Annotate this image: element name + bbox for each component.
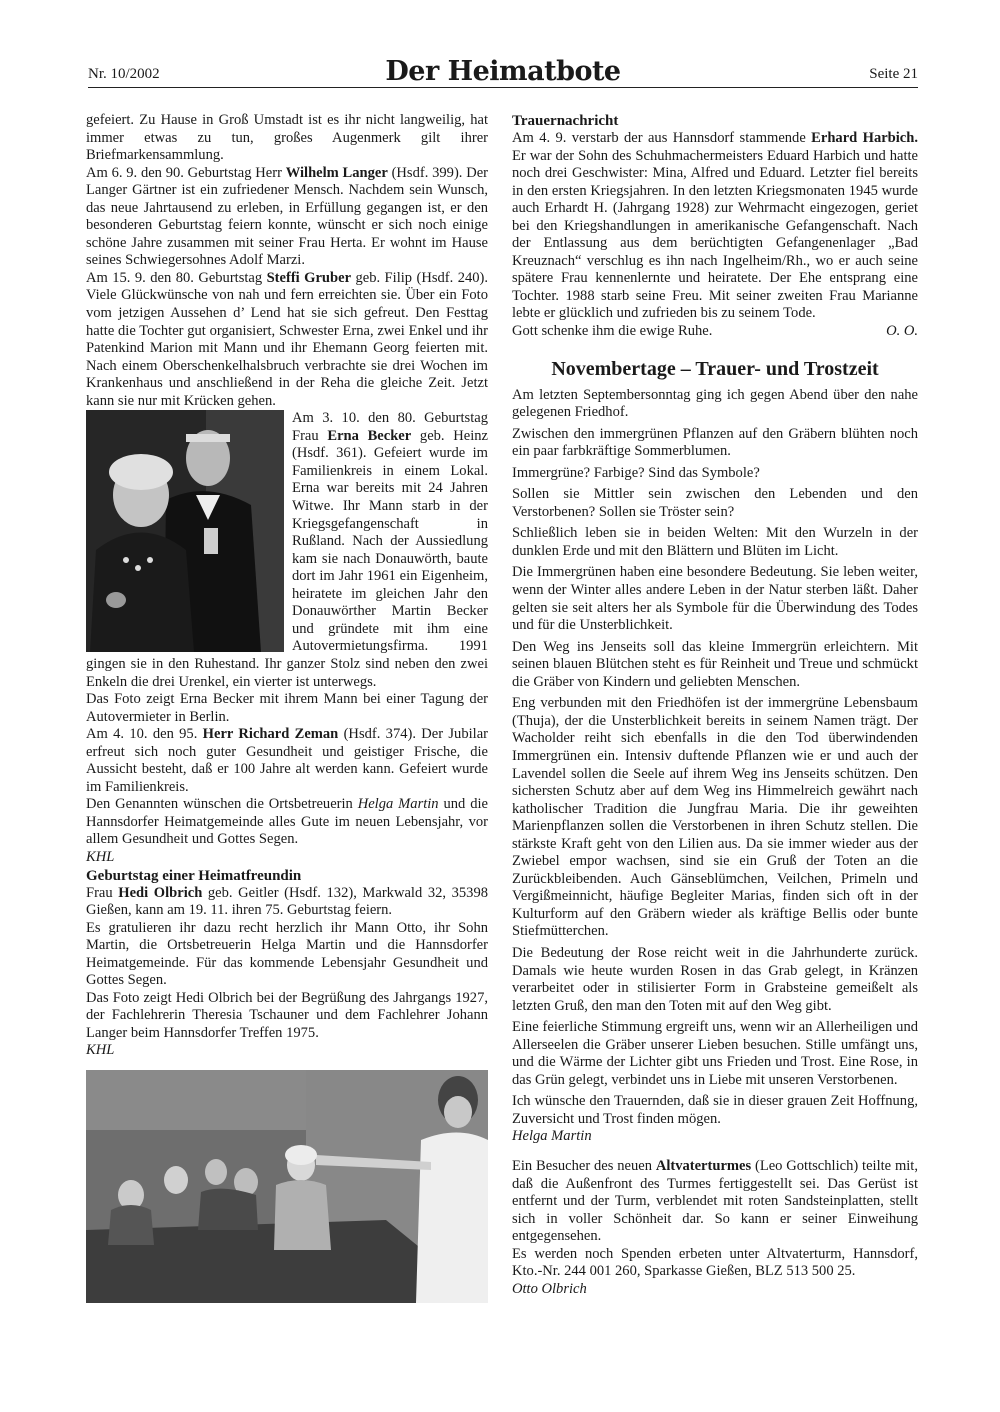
page-number: Seite 21 xyxy=(869,66,918,82)
person-name: Wilhelm Langer xyxy=(285,164,388,181)
paragraph: Am 3. 10. den 80. Geburtstag Frau Erna Becker geb. Heinz (Hsdf. 361). Gefeiert wurde im Familienkreis in einem Lokal. Erna war bereits mit 24 Jahren Witwe. Ihr Mann starb in der Kriegsgefangenschaft in Rußland. Nach der Aussiedlung kam sie nach Donauwörth, baute dort im Jahr 1961 ein Eigenheim, heiratete im gleichen Jahr den Donauwörther Martin Becker und gründete mit ihm eine Autovermietungsfirma. 1991 gingen sie in den Ruhestand. Ihr ganzer Stolz sind neben den zwei Enkeln die drei Urenkel, ein vierter ist unterwegs. xyxy=(86,410,488,690)
paragraph: Sollen sie Mittler sein zwischen den Lebenden und den Verstorbenen? Sollen sie Tröster sein? xyxy=(512,486,918,520)
paragraph: Das Foto zeigt Erna Becker mit ihrem Mann bei einer Tagung der Autovermieter in Berlin. xyxy=(86,691,488,725)
paragraph: Schließlich leben sie in beiden Welten: Mit den Wurzeln in der dunklen Erde und mit den Blättern und Blüten im Licht. xyxy=(512,525,918,559)
paragraph: Ich wünsche den Trauernden, daß sie in dieser grauen Zeit Hoffnung, Zuversicht und Trost finden mögen. xyxy=(512,1093,918,1127)
section-heading: Trauernachricht xyxy=(512,113,619,129)
paragraph: Es werden noch Spenden erbeten unter Altvaterturm, Hannsdorf, Kto.-Nr. 244 001 260, Sparkasse Gießen, BLZ 513 500 25. xyxy=(512,1245,918,1280)
signature: KHL xyxy=(86,1042,115,1059)
paragraph: Am 15. 9. den 80. Geburtstag Steffi Gruber geb. Filip (Hsdf. 240). Viele Glückwünsche von nah und fern erreichten sie. Über ein Foto vom jetzigen Aussehen d’ Lend hat sie sich gefreut. Den Festtag hatte die Tochter gut organisiert, Schwester Erna, zwei Enkel und ihr Patenkind Marion mit Mann und ihr Ehemann Georg feierten mit. Nach einem Oberschenkelhalsbruch verbrachte sie drei Wochen im Krankenhaus und anschließend in der Reha die gleiche Zeit. Jetzt kann sie nur mit Krücken gehen. xyxy=(86,269,489,409)
paragraph: Immergrüne? Farbige? Sind das Symbole? xyxy=(512,464,760,481)
paragraph: Zwischen den immergrünen Pflanzen auf den Gräbern blühten noch ein paar farbkräftige Sommerblumen. xyxy=(512,425,918,460)
paragraph: Eine feierliche Stimmung ergreift uns, wenn wir an Allerheiligen und Allerseelen die Gräber unserer Lieben besuchen. Stille umfängt uns, und die Wärme der Lichter gibt uns Frieden und Trost. Eine Rose, in das Grün gelegt, verbindet uns in Liebe mit unseren Verstorbenen. xyxy=(512,1019,918,1088)
paragraph: Die Bedeutung der Rose reicht weit in die Jahrhunderte zurück. Damals wie heute wurden Rosen in das Grab gelegt, in Kränzen verarbeitet oder in stilisierter Form in Grabsteine gemeißelt als letzten Gruß, den man den Toten mit auf den Weg gibt. xyxy=(512,944,918,1014)
header-rule xyxy=(88,87,918,88)
photo-hedi-olbrich xyxy=(86,1070,488,1303)
paragraph: Am 6. 9. den 90. Geburtstag Herr Wilhelm Langer (Hsdf. 399). Der Langer Gärtner ist ein zufriedener Mensch. Nachdem sein Wunsch, das neue Jahrtausend zu erleben, in Erfüllung gegangen ist, er den besonderen Geburtstag feiern konnte, wünscht er sich noch einige schöne Jahre zusammen mit seiner Frau Herta. Er wohnt im Hause seines Schwiegersohnes Adolf Marzi. xyxy=(86,164,488,269)
paragraph: gefeiert. Zu Hause in Groß Umstadt ist es ihr nicht langweilig, hat immer etwas zu tun, großes Augenmerk gilt ihrer Briefmarkensammlung. xyxy=(86,112,488,164)
right-column xyxy=(512,112,918,1298)
section-heading: Geburtstag einer Heimatfreundin xyxy=(86,867,302,884)
closing-line: Gott schenke ihm die ewige Ruhe. O. O. xyxy=(512,323,918,340)
photo-image xyxy=(86,1070,488,1303)
paragraph: Eng verbunden mit den Friedhöfen ist der immergrüne Lebensbaum (Thuja), der die Unsterblichkeit bereits in seinem Namen trägt. Der Wacholder reiht sich ebenfalls in die den Tod überwindenden Immergrünen ein. Intensiv duftende Pflanzen wie er und auch der Lavendel sollen die Seele auf ihrem Weg ins Jenseits schützen. Den sichersten Schutz aber auf dem Weg ins Himmelreich gewährt nach katholischer Tradition die Jungfrau Maria. Die ihr geweihten Marienpflanzen sollen die Verstorbenen in ihren Schutz stellen. Die stärkste Kraft geht von den Lilien aus. Da sie immer wieder aus der Zwiebel empor wachsen, sind sie ein Gruß der Toten an die Zurückbleibenden. Auch Gänseblümchen, Veilchen, Primeln und Vergißmeinnicht, häufige Begleiter Marias, finden sich oft in der Kulturform auf den Gräbern wieder als kräftige Bellis oder bunte Stiefmütterchen. xyxy=(512,695,918,940)
article-title: Novembertage – Trauer- und Trostzeit xyxy=(551,357,879,380)
signature: O. O. xyxy=(886,323,918,340)
paragraph: Es gratulieren ihr dazu recht herzlich ihr Mann Otto, ihr Sohn Martin, die Ortsbetreuerin Helga Martin und die Hannsdorfer Heimatgemeinde. Für das kommende Lebensjahr Gesundheit und Gottes Segen. xyxy=(86,919,488,989)
person-name: Hedi Olbrich xyxy=(118,884,203,901)
paragraph: Frau Hedi Olbrich geb. Geitler (Hsdf. 132), Markwald 32, 35398 Gießen, kann am 19. 11. ihren 75. Geburtstag feiern. xyxy=(86,884,488,919)
signature: KHL xyxy=(86,848,115,865)
tower-name: Altvaterturmes xyxy=(655,1157,752,1174)
photo-image xyxy=(86,410,284,652)
paragraph: Am 4. 10. den 95. Herr Richard Zeman (Hsdf. 374). Der Jubilar erfreut sich noch guter Gesundheit und geistiger Frische, die Aussicht besteht, daß er 100 Jahre alt werden kann. Gefeiert wurde im Familienkreis. xyxy=(86,726,488,795)
issue-number: Nr. 10/2002 xyxy=(88,66,160,82)
masthead-logo: Der Heimatbote xyxy=(385,56,621,87)
left-column xyxy=(86,112,488,1303)
person-name: Herr Richard Zeman xyxy=(202,726,339,743)
person-name: Steffi Gruber xyxy=(266,269,352,286)
paragraph: Ein Besucher des neuen Altvaterturmes (Leo Gottschlich) teilte mit, daß die Außenfront des Turmes fertiggestellt sei. Das Gerüst ist entfernt und der Turm, verblendet mit roten Sandsteinplatten, stellt sich in voller Schönheit dar. So kann er seiner Einweihung entgegensehen. xyxy=(512,1157,918,1245)
person-name: Erhard Harbich. xyxy=(811,130,918,146)
person-name: Erna Becker xyxy=(327,427,412,444)
paragraph: Den Genannten wünschen die Ortsbetreuerin Helga Martin und die Hannsdorfer Heimatgemeinde alles Gute im neuen Lebensjahr, vor allem Gesundheit und Gottes Segen. xyxy=(86,796,488,848)
person-name: Helga Martin xyxy=(357,796,439,813)
paragraph: Den Weg ins Jenseits soll das kleine Immergrün erleichtern. Mit seinen blauen Blütchen steht es für Reinheit und Treue und schmückt die Gräber von Kindern und geliebten Menschen. xyxy=(512,638,918,690)
signature: Helga Martin xyxy=(512,1128,592,1145)
paragraph: Am 4. 9. verstarb der aus Hannsdorf stammende Erhard Harbich. Er war der Sohn des Schuhmachermeisters Eduard Harbich und hatte noch drei Geschwister: Mina, Alfred und Eduard. Letzter fiel bereits in den ersten Kriegsjahren. In den letzten Kriegsmonaten 1945 wurde auch Erhardt H. (Jahrgang 1928) zur Wehrmacht eingezogen, geriet bei den Kriegshandlungen in amerikanische Gefangenschaft. Nach der Entlassung aus dem berüchtigten Gefangenenlager „Bad Kreuznach“ verschlug es ihn nach Ingelheim/Rh., wo er auch seine spätere Frau kennenlernte und heiratete. Der Ehe entsprang eine Tochter. 1988 starb seine Freu. Mit seiner zweiten Frau Marianne lebte er glücklich und zufrieden bis zu seinem Tode. xyxy=(512,130,918,322)
photo-erna-becker xyxy=(86,410,284,652)
page-header xyxy=(88,58,918,88)
paragraph: Am letzten Septembersonntag ging ich gegen Abend über den nahe gelegenen Friedhof. xyxy=(512,386,918,421)
signature: Otto Olbrich xyxy=(512,1280,587,1297)
paragraph: Das Foto zeigt Hedi Olbrich bei der Begrüßung des Jahrgangs 1927, der Fachlehrerin Theresia Tschauner und dem Fachlehrer Johann Langer beim Hannsdorfer Treffen 1975. xyxy=(86,989,488,1041)
paragraph: Die Immergrünen haben eine besondere Bedeutung. Sie leben weiter, wenn der Winter alles andere Leben in der Natur sterben läßt. Daher gelten sie seit alters her als Symbole für die Überwindung des Todes und für die Unsterblichkeit. xyxy=(512,564,918,634)
